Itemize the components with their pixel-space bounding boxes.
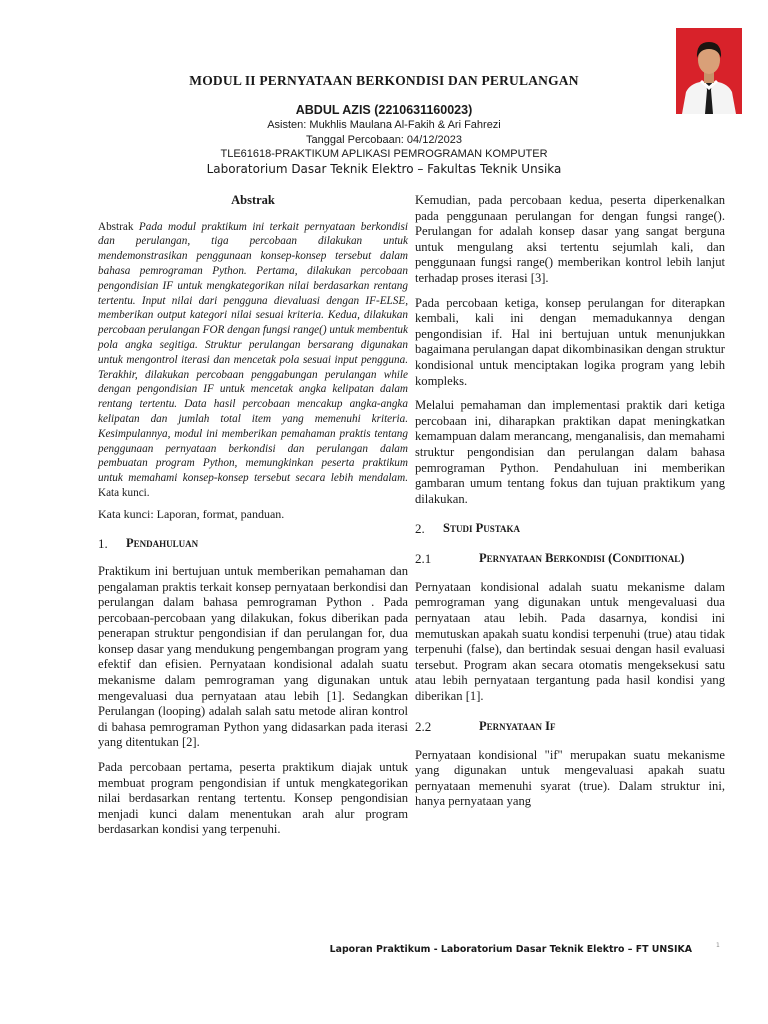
paper-title: MODUL II PERNYATAAN BERKONDISI DAN PERULANGAN — [189, 73, 579, 88]
section-number: 1. — [98, 536, 108, 552]
page-footer: Laporan Praktikum - Laboratorium Dasar Teknik Elektro – FT UNSIKA — [329, 944, 692, 955]
author-photo-icon — [676, 28, 742, 114]
subsection-2-2-heading — [415, 719, 725, 734]
paragraph: Pada percobaan ketiga, konsep perulangan for diterapkan kembali, kali ini dengan memadukannya dengan pengondisian if. Hal ini bertujuan untuk menunjukkan bagaimana perulangan dapat dikombinasikan dengan struktur kondisional untuk menciptakan logika program yang lebih kompleks. — [415, 295, 725, 388]
abstract-text: Pada modul praktikum ini terkait pernyataan berkondisi dan perulangan, tiga percobaan dilakukan untuk mendemonstrasikan penggunaan konsep-konsep tersebut dalam bahasa pemrograman Python. Pertama, dilakukan percobaan pengondisian IF untuk mengkategorikan nilai berdasarkan rentang tertentu. Input nilai dari pengguna dievaluasi dengan IF-ELSE, memberikan output kategori nilai sesuai kriteria. Kedua, dilakukan percobaan perulangan FOR dengan fungsi range() untuk membentuk pola angka segitiga. Struktur perulangan bersarang digunakan untuk mengontrol iterasi dan mencetak pola sesuai input pengguna. Terakhir, dilakukan percobaan penggabungan perulangan while dengan pengondisian IF untuk mencetak angka kelipatan dalam rentang tertentu. Data hasil percobaan mencakup angka-angka kelipatan dan jumlah total item yang memenuhi kriteria. Kesimpulannya, modul ini memberikan pemahaman praktis tentang penggunaan pernyataan berkondisi dan perulangan dalam pembuatan program Python, memungkinkan peserta praktikum untuk memahami konsep-konsep tersebut secara lebih mendalam. — [98, 220, 408, 485]
paragraph: Pernyataan kondisional "if" merupakan suatu mekanisme yang digunakan untuk mengevaluasi apakah suatu pernyataan memenuhi syarat (true). Dalam struktur ini, hanya pernyataan yang — [415, 747, 725, 809]
left-column — [98, 193, 408, 847]
paragraph: Kemudian, pada percobaan kedua, peserta diperkenalkan pada penggunaan perulangan for dengan fungsi range(). Perulangan for adalah konsep dasar yang sangat berguna untuk mengulang aksi tertentu sejumlah kali, dan penggunaan fungsi range() memberikan kontrol lebih lanjut terhadap proses iterasi [3]. — [415, 193, 725, 285]
section-title: Pendahuluan — [126, 536, 199, 551]
abstract-tail: Kata kunci. — [98, 486, 150, 499]
paragraph: Melalui pemahaman dan implementasi praktik dari ketiga percobaan ini, diharapkan praktikan dapat meningkatkan kemampuan dalam merancang, menganalisis, dan memahami struktur pengondisian dan perulangan dalam bahasa pemrograman Python. Pendahuluan ini memberikan gambaran umum tentang fokus dan tujuan praktikum yang dilakukan. — [415, 398, 725, 506]
abstract-heading: Abstrak — [231, 193, 275, 207]
page-mark: 1 — [716, 942, 720, 949]
author-name: ABDUL AZIS (2210631160023) — [295, 103, 473, 117]
course-line: TLE61618-PRAKTIKUM APLIKASI PEMROGRAMAN KOMPUTER — [220, 148, 548, 160]
assistant-line: Asisten: Mukhlis Maulana Al-Fakih & Ari Fahrezi — [267, 119, 501, 131]
subsection-title: Pernyataan Berkondisi (Conditional) — [479, 550, 685, 565]
paragraph: Pada percobaan pertama, peserta praktikum diajak untuk membuat program pengondisian if untuk mengkategorikan nilai berdasarkan rentang tertentu. Konsep pengondisian menjadi kunci dalam menentukan arah alur program berdasarkan kondisi yang terpenuhi. — [98, 760, 408, 837]
abstract-body — [98, 220, 408, 501]
section-1-heading — [98, 536, 408, 552]
author-photo — [676, 28, 742, 114]
paragraph: Praktikum ini bertujuan untuk memberikan pemahaman dan pengalaman praktis terkait konsep pernyataan berkondisi dan perulangan dalam bahasa pemrograman Python . Pada percobaan-percobaan yang dilakukan, fokus diberikan pada penerapan struktur pengondisian if dan perulangan for, dua konsep dasar yang mendukung pengembangan program yang efektif dan efisien. Pernyataan kondisional adalah suatu mekanisme dalam pemrograman yang digunakan untuk mengevaluasi dua pernyataan atau lebih [1]. Sedangkan Perulangan (looping) adalah salah satu metode aliran kontrol di bahasa pemrograman Python yang didasarkan pada iterasi yang ditentukan [2]. — [98, 563, 408, 750]
section-number: 2. — [415, 521, 425, 537]
right-column — [415, 193, 725, 819]
subsection-number: 2.2 — [415, 718, 432, 734]
section-title: Studi Pustaka — [443, 521, 521, 536]
section-2-heading — [415, 521, 725, 537]
subsection-number: 2.1 — [415, 550, 432, 566]
lab-line: Laboratorium Dasar Teknik Elektro – Fakultas Teknik Unsika — [206, 162, 562, 176]
paragraph: Pernyataan kondisional adalah suatu mekanisme dalam pemrograman yang digunakan untuk mengevaluasi dua pernyataan atau lebih. Pada dasarnya, kondisi ini memutuskan apakah suatu kondisi terpenuhi (true) atau tidak terpenuhi (false), dan bertindak sesuai dengan hasil evaluasi tersebut. Program akan secara otomatis mengeksekusi satu atau lebih pernyataan tergantung pada hasil kondisi yang diberikan [1]. — [415, 579, 725, 704]
subsection-2-1-heading — [415, 551, 725, 566]
keywords: Kata kunci: Laporan, format, panduan. — [98, 506, 285, 521]
subsection-title: Pernyataan If — [479, 718, 556, 733]
date-line: Tanggal Percobaan: 04/12/2023 — [306, 134, 462, 146]
abstract-lead: Abstrak — [98, 220, 134, 233]
